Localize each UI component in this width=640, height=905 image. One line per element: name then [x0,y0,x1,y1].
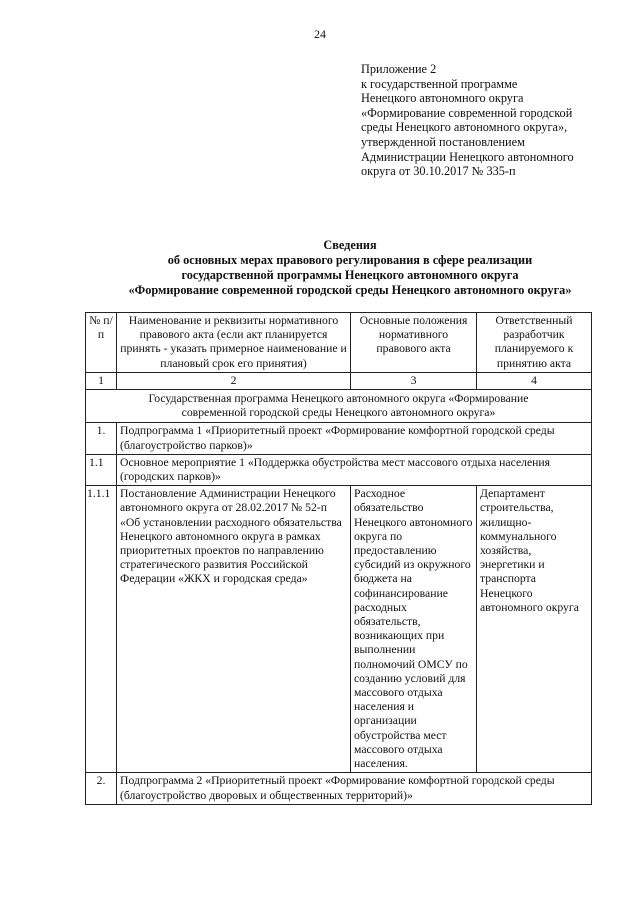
document-title [60,238,640,298]
appendix-caption [361,62,621,179]
appendix-line: Администрации Ненецкого автономного [361,149,574,164]
table-row [86,423,592,454]
row-number: 2. [86,773,117,804]
act-name-cell: Постановление Администрации Ненецкого автономного округа от 28.02.2017 № 52-п «Об установлении расходного обязательства Ненецкого автономного округа в рамках приоритетных проектов по направлению стратегического развития Российской Федерации «ЖКХ и городская среда» [117,486,351,773]
title-line: «Формирование современной городской среды Ненецкого автономного округа» [128,283,572,297]
table-row [86,486,592,773]
column-number: 3 [351,372,477,389]
appendix-line: к государственной программе [361,76,518,91]
column-number: 2 [117,372,351,389]
table-row [86,454,592,485]
subprogram-title: Подпрограмма 2 «Приоритетный проект «Формирование комфортной городской среды (благоустройство дворовых и общественных территорий)» [117,773,592,804]
header-provisions: Основные положения нормативного правового акта [351,313,477,373]
appendix-line: округа от 30.10.2017 № 335-п [361,164,516,179]
column-number: 1 [86,372,117,389]
row-number: 1.1.1 [86,486,117,773]
program-row [86,390,592,423]
developer-cell: Департамент строительства, жилищно-коммунального хозяйства, энергетики и транспорта Ненецкого автономного округа [477,486,592,773]
appendix-line: среды Ненецкого автономного округа», [361,120,568,135]
header-number: № п/п [86,313,117,373]
title-line: об основных мерах правового регулирования в сфере реализации [167,253,533,267]
appendix-line: «Формирование современной городской [361,105,573,120]
appendix-line: Ненецкого автономного округа [361,91,524,106]
appendix-line: Приложение 2 [361,62,437,76]
page-number: 24 [314,27,326,41]
row-number: 1. [86,423,117,454]
title-line: государственной программы Ненецкого автономного округа [181,268,519,282]
column-numbers-row [86,372,592,389]
main-activity-title: Основное мероприятие 1 «Поддержка обустройства мест массового отдыха населения (городских парков)» [117,454,592,485]
header-developer: Ответственный разработчик планируемого к принятию акта [477,313,592,373]
table-header-row [86,313,592,373]
subprogram-title: Подпрограмма 1 «Приоритетный проект «Формирование комфортной городской среды (благоустройство парков)» [117,423,592,454]
legal-acts-table [85,312,592,805]
header-act-name: Наименование и реквизиты нормативного правового акта (если акт планируется принять - указать примерное наименование и плановый срок его принятия) [117,313,351,373]
row-number: 1.1 [86,454,117,485]
title-line: Сведения [323,238,377,252]
column-number: 4 [477,372,592,389]
program-title: Государственная программа Ненецкого автономного округа «Формирование современной городской среды Ненецкого автономного округа» [86,390,592,423]
appendix-line: утвержденной постановлением [361,134,525,149]
provisions-cell: Расходное обязательство Ненецкого автономного округа по предоставлению субсидий из окружного бюджета на софинансирование расходных обязательств, возникающих при выполнении полномочий ОМСУ по созданию условий для массового отдыха населения и организации обустройства мест массового отдыха населения. [351,486,477,773]
table-row [86,773,592,804]
